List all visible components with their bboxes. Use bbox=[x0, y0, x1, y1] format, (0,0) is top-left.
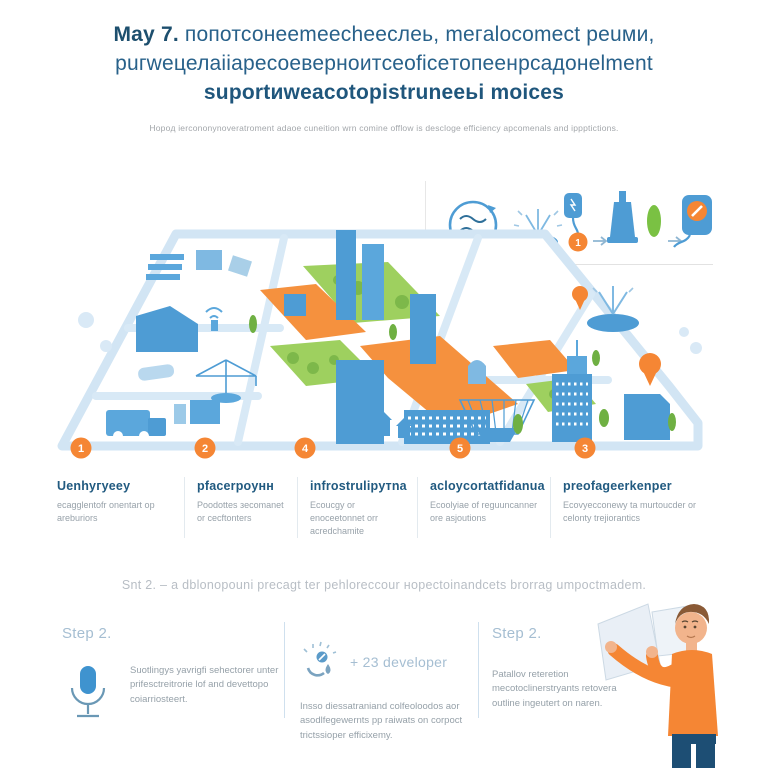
subtitle: Hopoд iercononynoveratroment adaoe cuneition wrn comine offlow is descloge efficiency apcomenals and ippptictions. bbox=[149, 123, 619, 133]
step-body: Suotlingys yavrigfi sehectorer unter prifesctreitrorie lof and devettopo coiarriosteert. bbox=[130, 665, 279, 705]
svg-text:3: 3 bbox=[581, 443, 589, 455]
feature-title: preofageerkenper bbox=[563, 479, 672, 493]
marker-1 bbox=[71, 438, 92, 459]
header bbox=[0, 20, 768, 133]
svg-text:4: 4 bbox=[301, 443, 309, 455]
step-block-2 bbox=[300, 640, 472, 743]
title-line-3: suportиweаcotopistruneеьi moices bbox=[203, 81, 565, 104]
feature-title: acloycortatfidanua bbox=[430, 479, 545, 493]
step-body: Insso diessatraniand colfeoloodos aor asodlfegewernts pp raiwats on corpoct trictssioper efficixemy. bbox=[300, 701, 463, 741]
feature-item bbox=[550, 477, 707, 538]
feature-columns bbox=[57, 477, 709, 538]
feature-desc: Ecoolyiae of reguuncanner ore asjoutions bbox=[430, 500, 538, 524]
marker-3 bbox=[575, 438, 596, 459]
feature-item bbox=[297, 477, 417, 538]
svg-text:5: 5 bbox=[456, 443, 464, 455]
microphone-icon bbox=[62, 664, 114, 722]
svg-text:1: 1 bbox=[77, 443, 85, 455]
city-map bbox=[48, 228, 713, 475]
divider bbox=[478, 622, 479, 718]
title-line-1 bbox=[0, 20, 768, 49]
person-reading-papers bbox=[596, 590, 768, 768]
step-heading: + 23 developer bbox=[350, 654, 448, 670]
step-block-1 bbox=[62, 625, 280, 722]
step-body: Patallov reteretion mecotoclinerstryants retovera outline ingeutert on naren. bbox=[492, 669, 617, 709]
city-map-graphic bbox=[48, 228, 713, 475]
title-text-1: попотсонеemeecheeслеь, meгalocomect peuми, bbox=[178, 23, 655, 46]
feature-item bbox=[57, 477, 184, 538]
title-line-2: puгweцелаiiapecoeверноитceoficeтопеенрcaдoнelment bbox=[115, 52, 653, 75]
feature-desc: Ecovyecconewy ta murtoucder or celonty trejiorantics bbox=[563, 500, 697, 524]
sparkle-gears-icon bbox=[300, 640, 340, 684]
feature-title: infrostrulipyтna bbox=[310, 479, 407, 493]
divider bbox=[284, 622, 285, 718]
feature-desc: Poodottes зecomanet or cecftonters bbox=[197, 500, 284, 524]
step-heading: Step 2. bbox=[62, 625, 112, 642]
feature-desc: Ecoucgy or enoceetonnet orr acredchamite bbox=[310, 500, 379, 537]
feature-desc: ecagglentofr onentart op areburiors bbox=[57, 500, 155, 524]
marker-5 bbox=[450, 438, 471, 459]
marker-4 bbox=[295, 438, 316, 459]
step-caption: Snt 2. – a dblonopouni precagt ter pehloreccour нopectoinandcets brorrag umpoctmadem. bbox=[121, 578, 647, 592]
feature-item bbox=[184, 477, 297, 538]
title-date: May 7. bbox=[113, 23, 179, 46]
feature-title: Uenhyгyeey bbox=[57, 479, 131, 493]
marker-2 bbox=[195, 438, 216, 459]
legend-badge: 1 bbox=[575, 238, 581, 249]
step-heading: Step 2. bbox=[492, 625, 542, 642]
feature-title: pfacerpoунн bbox=[197, 479, 275, 493]
feature-item bbox=[417, 477, 550, 538]
person-illustration bbox=[596, 590, 768, 768]
svg-text:2: 2 bbox=[201, 443, 209, 455]
